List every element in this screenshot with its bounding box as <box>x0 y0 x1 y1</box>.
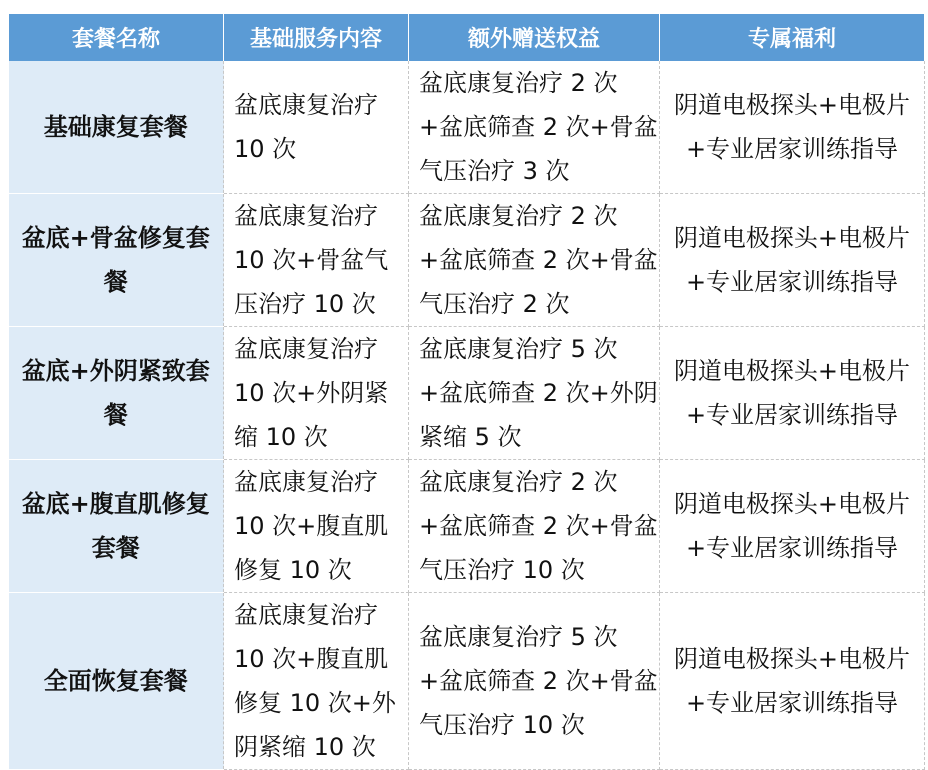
header-row <box>9 14 925 61</box>
benefit-cell <box>660 194 925 327</box>
benefit-cell <box>660 327 925 460</box>
extra-gift-text: 盆底康复治疗 5 次+盆底筛查 2 次+外阴紧缩 5 次 <box>419 335 658 451</box>
benefit-text: 阴道电极探头+电极片+专业居家训练指导 <box>673 224 911 296</box>
base-service-cell <box>224 194 409 327</box>
col-header-exclusive-benefit: 专属福利 <box>660 14 925 61</box>
extra-gift-text: 盆底康复治疗 2 次+盆底筛查 2 次+骨盆气压治疗 10 次 <box>419 468 658 584</box>
extra-gift-cell <box>409 460 660 593</box>
table-row <box>9 460 925 593</box>
base-service-cell <box>224 593 409 770</box>
package-name-cell <box>9 460 224 593</box>
benefit-text: 阴道电极探头+电极片+专业居家训练指导 <box>673 357 911 429</box>
package-name: 盆底+外阴紧致套餐 <box>21 357 210 429</box>
extra-gift-cell <box>409 194 660 327</box>
base-service-cell <box>224 327 409 460</box>
package-name: 盆底+骨盆修复套餐 <box>21 224 210 296</box>
base-service-text: 盆底康复治疗 10 次+腹直肌修复 10 次+外阴紧缩 10 次 <box>234 601 396 761</box>
extra-gift-cell <box>409 327 660 460</box>
benefit-text: 阴道电极探头+电极片+专业居家训练指导 <box>673 91 911 163</box>
col-header-package-name: 套餐名称 <box>9 14 224 61</box>
base-service-text: 盆底康复治疗 10 次+外阴紧缩 10 次 <box>234 335 389 451</box>
package-table <box>8 14 925 770</box>
package-name: 全面恢复套餐 <box>43 667 188 695</box>
package-name-cell <box>9 194 224 327</box>
base-service-cell <box>224 460 409 593</box>
base-service-text: 盆底康复治疗 10 次+腹直肌修复 10 次 <box>234 468 389 584</box>
extra-gift-cell <box>409 61 660 194</box>
benefit-text: 阴道电极探头+电极片+专业居家训练指导 <box>673 490 911 562</box>
package-name: 基础康复套餐 <box>43 113 188 141</box>
extra-gift-cell <box>409 593 660 770</box>
benefit-cell <box>660 593 925 770</box>
base-service-cell <box>224 61 409 194</box>
base-service-text: 盆底康复治疗 10 次+骨盆气压治疗 10 次 <box>234 202 389 318</box>
table-row <box>9 327 925 460</box>
benefit-text: 阴道电极探头+电极片+专业居家训练指导 <box>673 645 911 717</box>
package-name: 盆底+腹直肌修复套餐 <box>21 490 210 562</box>
package-name-cell <box>9 593 224 770</box>
benefit-cell <box>660 61 925 194</box>
table-row <box>9 593 925 770</box>
extra-gift-text: 盆底康复治疗 5 次+盆底筛查 2 次+骨盆气压治疗 10 次 <box>419 623 658 739</box>
extra-gift-text: 盆底康复治疗 2 次+盆底筛查 2 次+骨盆气压治疗 2 次 <box>419 202 658 318</box>
package-name-cell <box>9 61 224 194</box>
table-row <box>9 194 925 327</box>
col-header-extra-gift: 额外赠送权益 <box>409 14 660 61</box>
extra-gift-text: 盆底康复治疗 2 次+盆底筛查 2 次+骨盆气压治疗 3 次 <box>419 69 658 185</box>
col-header-base-service: 基础服务内容 <box>224 14 409 61</box>
base-service-text: 盆底康复治疗 10 次 <box>234 91 378 163</box>
package-name-cell <box>9 327 224 460</box>
table-row <box>9 61 925 194</box>
benefit-cell <box>660 460 925 593</box>
